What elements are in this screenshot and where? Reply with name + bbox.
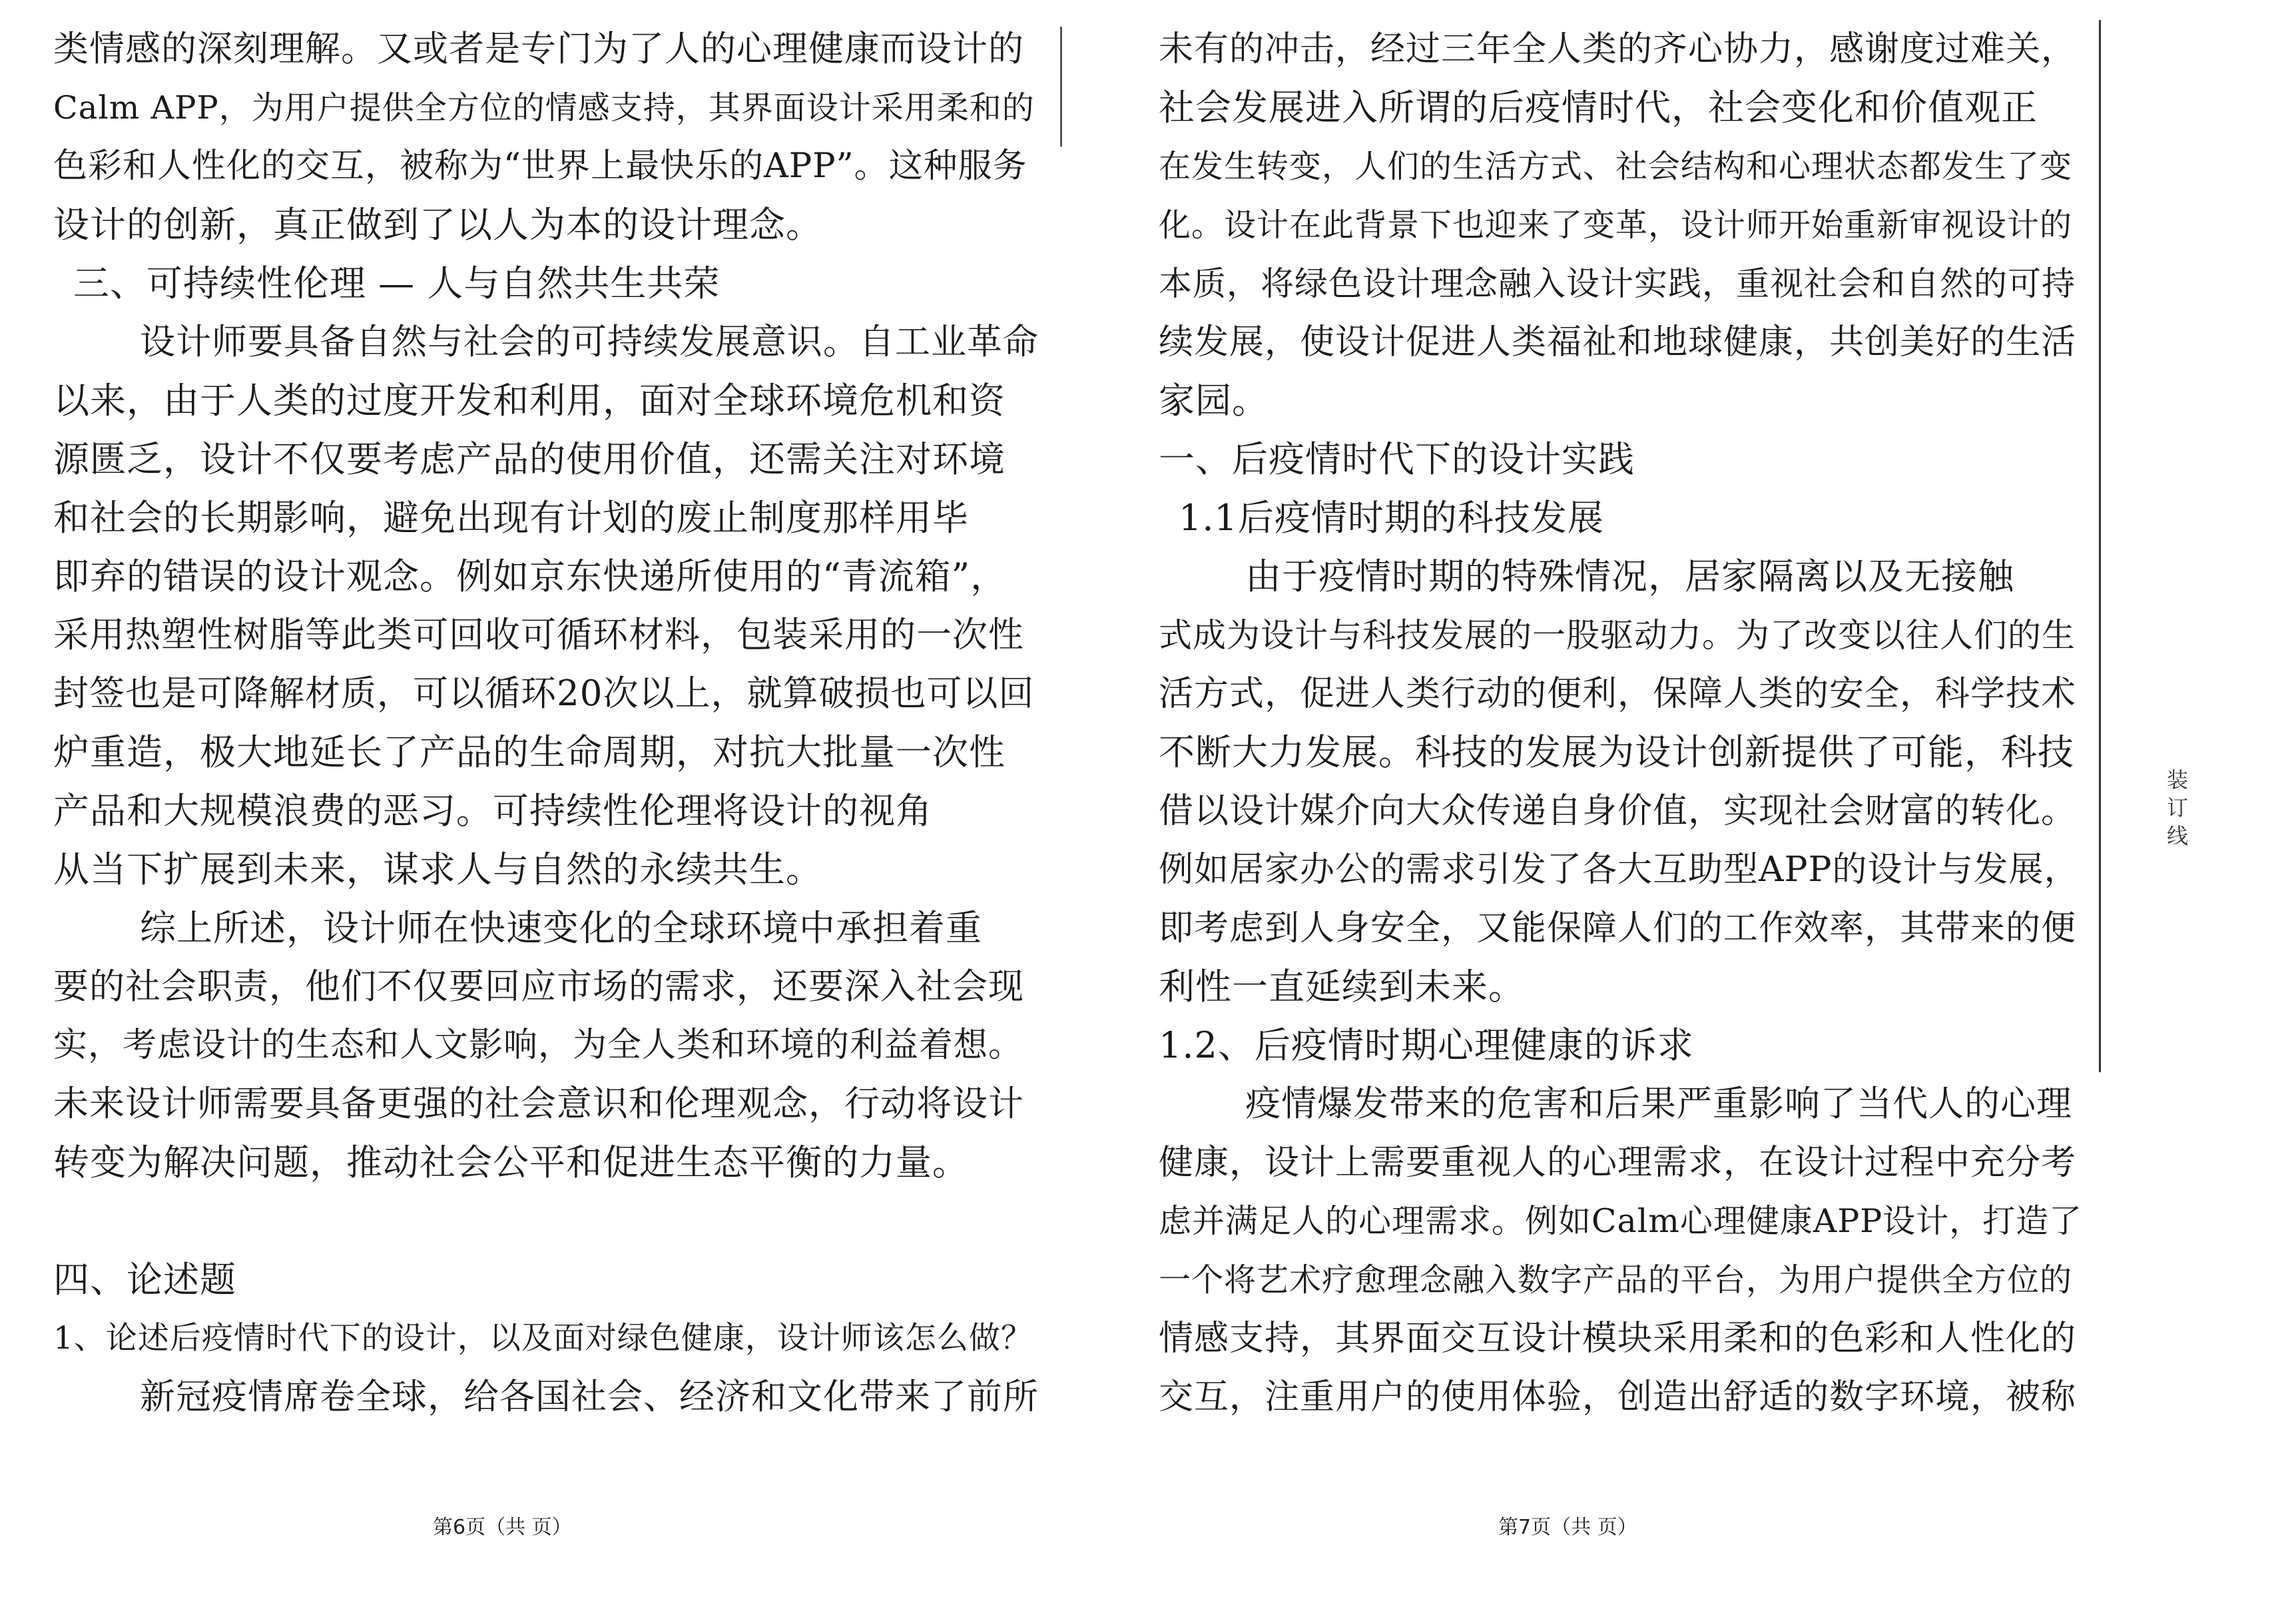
page-divider bbox=[1060, 27, 1062, 147]
text-line: 色彩和人性化的交互，被称为“世界上最快乐的APP”。这种服务 bbox=[53, 147, 1027, 186]
text-line: 类情感的深刻理解。又或者是专门为了人的心理健康而设计的 bbox=[53, 29, 1024, 69]
text-line: 本质，将绿色设计理念融入设计实践，重视社会和自然的可持 bbox=[1159, 264, 2076, 303]
text-line: 以来，由于人类的过度开发和利用，面对全球环境危机和资 bbox=[53, 380, 1005, 422]
text-line: 即弃的错误的设计观念。例如京东快递所使用的“青流箱”， bbox=[53, 555, 1007, 597]
text-line: 综上所述，设计师在快速变化的全球环境中承担着重 bbox=[140, 907, 982, 949]
text-line: 活方式，促进人类行动的便利，保障人类的安全，科学技术 bbox=[1159, 674, 2077, 714]
text-line: 一个将艺术疗愈理念融入数字产品的平台，为用户提供全方位的 bbox=[1159, 1261, 2073, 1299]
text-line: 例如居家办公的需求引发了各大互助型APP的设计与发展， bbox=[1159, 850, 2080, 890]
text-line: 健康，设计上需要重视人的心理需求，在设计过程中充分考 bbox=[1159, 1143, 2077, 1183]
binding-line bbox=[2099, 20, 2101, 1072]
text-line: 封签也是可降解材质，可以循环20次以上，就算破损也可以回 bbox=[53, 673, 1035, 714]
text-line: 未来设计师需要具备更强的社会意识和伦理观念，行动将设计 bbox=[53, 1084, 1024, 1124]
text-line: 由于疫情时期的特殊情况，居家隔离以及无接触 bbox=[1245, 555, 2014, 597]
text-line: 不断大力发展。科技的发展为设计创新提供了可能，科技 bbox=[1159, 731, 2074, 773]
text-line: 化。设计在此背景下也迎来了变革，设计师开始重新审视设计的 bbox=[1159, 206, 2073, 244]
text-line: 源匮乏，设计不仅要考虑产品的使用价值，还需关注对环境 bbox=[53, 438, 1005, 480]
text-line: 设计师要具备自然与社会的可持续发展意识。自工业革命 bbox=[140, 322, 1039, 362]
binding-label: 装 订 线 bbox=[2166, 767, 2188, 848]
left-page bbox=[0, 0, 1065, 1597]
text-line: 情感支持，其界面交互设计模块采用柔和的色彩和人性化的 bbox=[1159, 1319, 2077, 1359]
text-line: 在发生转变，人们的生活方式、社会结构和心理状态都发生了变 bbox=[1159, 148, 2073, 185]
text-line: 采用热塑性树脂等此类可回收可循环材料，包装采用的一次性 bbox=[53, 615, 1024, 655]
subsection-heading: 1.2、后疫情时期心理健康的诉求 bbox=[1159, 1024, 1694, 1066]
text-line: 虑并满足人的心理需求。例如Calm心理健康APP设计，打造了 bbox=[1159, 1202, 2083, 1240]
section-heading: 三、可持续性伦理 — 人与自然共生共荣 bbox=[73, 262, 720, 304]
page-number-left: 第6页（共 页） bbox=[433, 1516, 572, 1539]
section-heading: 四、论述题 bbox=[53, 1259, 236, 1301]
text-line: 转变为解决问题，推动社会公平和促进生态平衡的力量。 bbox=[53, 1141, 969, 1183]
text-line: 炉重造，极大地延长了产品的生命周期，对抗大批量一次性 bbox=[53, 731, 1005, 773]
text-line: 疫情爆发带来的危害和后果严重影响了当代人的心理 bbox=[1245, 1084, 2072, 1124]
text-line: 从当下扩展到未来，谋求人与自然的永续共生。 bbox=[53, 848, 822, 890]
text-line: 社会发展进入所谓的后疫情时代，社会变化和价值观正 bbox=[1159, 87, 2038, 129]
text-line: 续发展，使设计促进人类福祉和地球健康，共创美好的生活 bbox=[1159, 322, 2077, 362]
text-line: Calm APP，为用户提供全方位的情感支持，其界面设计采用柔和的 bbox=[53, 89, 1035, 127]
text-line: 实，考虑设计的生态和人文影响，为全人类和环境的利益着想。 bbox=[53, 1026, 1023, 1065]
text-line: 新冠疫情席卷全球，给各国社会、经济和文化带来了前所 bbox=[140, 1377, 1039, 1417]
right-page bbox=[1119, 0, 2098, 1597]
text-line: 交互，注重用户的使用体验，创造出舒适的数字环境，被称 bbox=[1159, 1377, 2077, 1417]
subsection-heading: 1.1后疫情时期的科技发展 bbox=[1179, 497, 1604, 539]
page-number-right: 第7页（共 页） bbox=[1498, 1516, 1637, 1539]
text-line: 式成为设计与科技发展的一股驱动力。为了改变以往人们的生 bbox=[1159, 616, 2076, 655]
question-line: 1、论述后疫情时代下的设计，以及面对绿色健康，设计师该怎么做？ bbox=[53, 1320, 1033, 1357]
text-line: 和社会的长期影响，避免出现有计划的废止制度那样用毕 bbox=[53, 497, 969, 539]
section-heading: 一、后疫情时代下的设计实践 bbox=[1159, 438, 1635, 480]
text-line: 产品和大规模浪费的恶习。可持续性伦理将设计的视角 bbox=[53, 790, 932, 832]
text-line: 设计的创新，真正做到了以人为本的设计理念。 bbox=[53, 204, 822, 246]
text-line: 要的社会职责，他们不仅要回应市场的需求，还要深入社会现 bbox=[53, 966, 1024, 1007]
text-line: 家园。 bbox=[1159, 380, 1269, 422]
text-line: 利性一直延续到未来。 bbox=[1159, 966, 1525, 1008]
text-line: 借以设计媒介向大众传递自身价值，实现社会财富的转化。 bbox=[1159, 791, 2077, 831]
text-line: 即考虑到人身安全，又能保障人们的工作效率，其带来的便 bbox=[1159, 908, 2077, 948]
text-line: 未有的冲击，经过三年全人类的齐心协力，感谢度过难关， bbox=[1159, 29, 2077, 69]
